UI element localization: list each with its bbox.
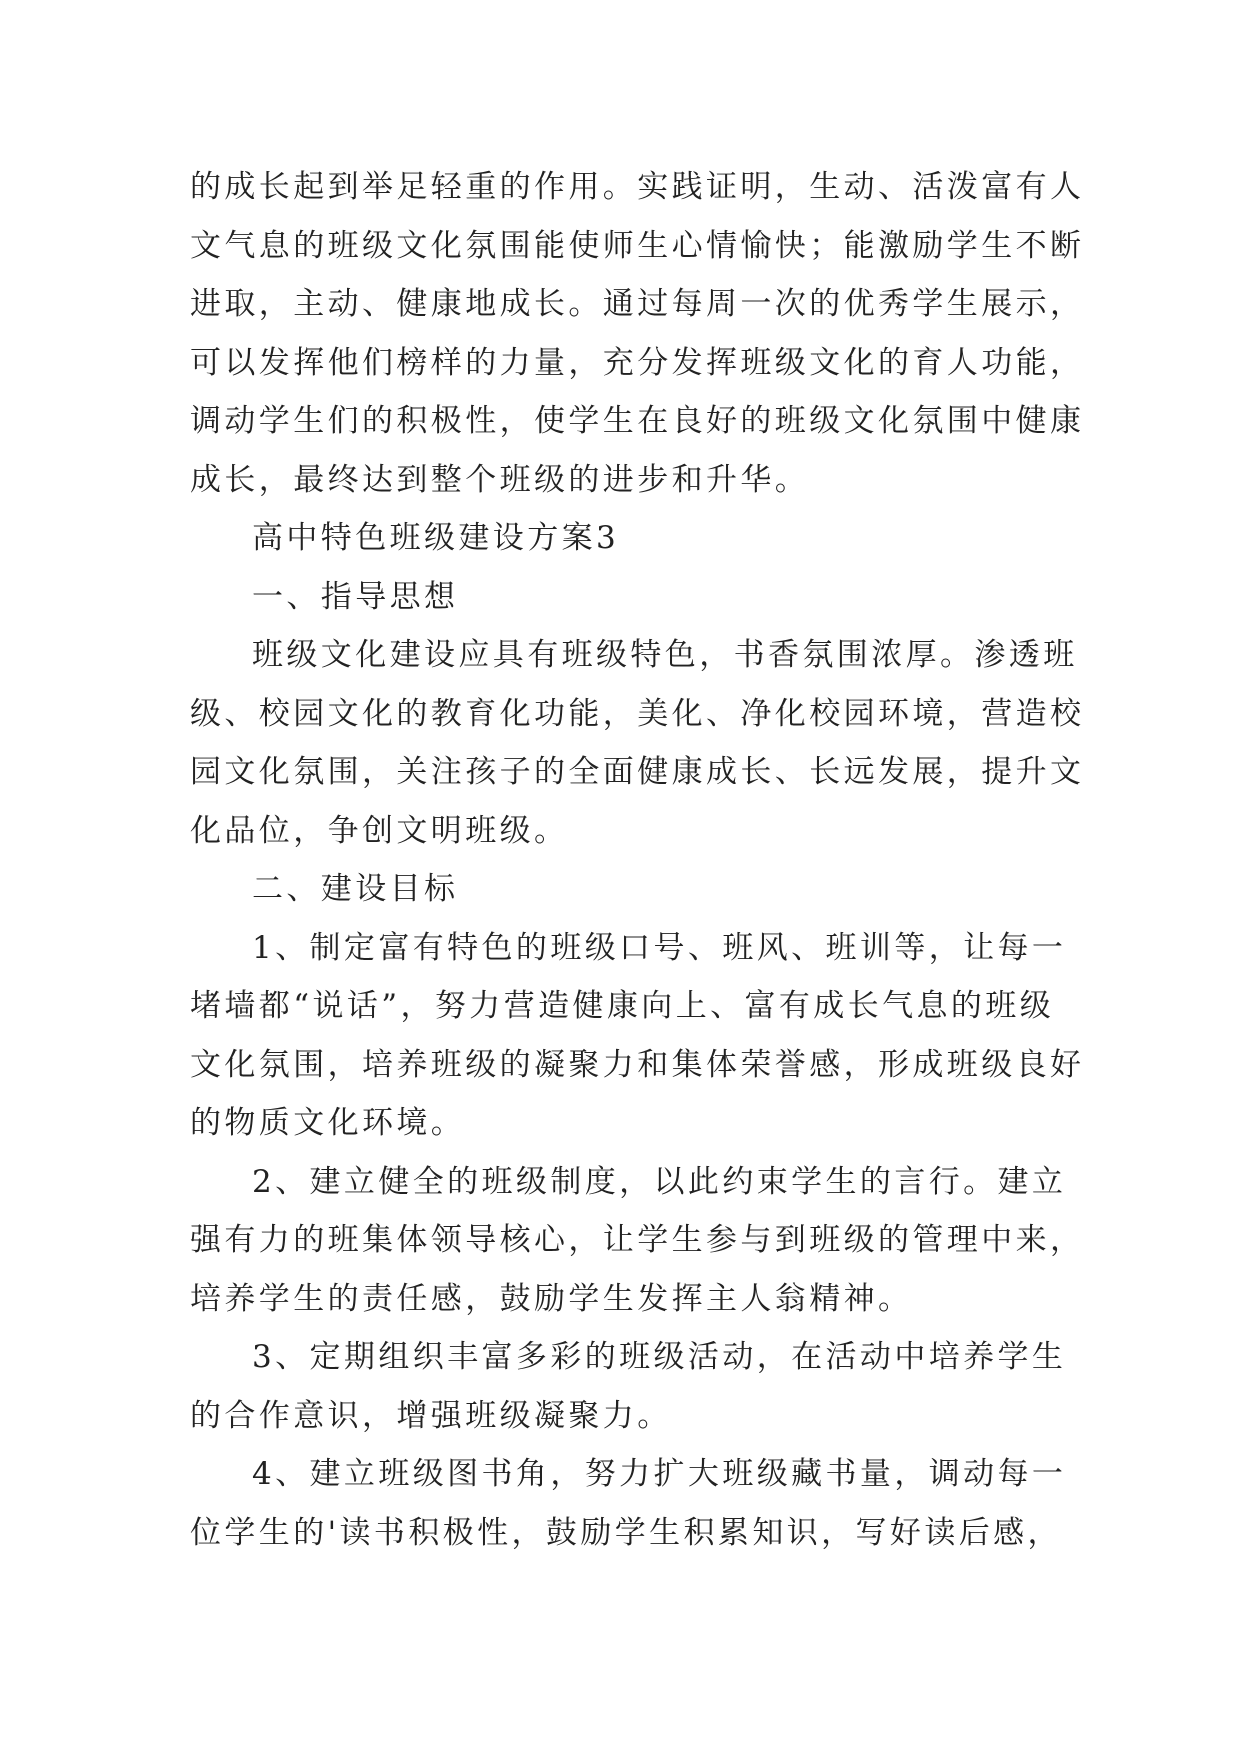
text-line: 的成长起到举足轻重的作用。实践证明，生动、活泼富有人 [190,169,1085,205]
paragraph [190,919,1085,1153]
text-line: 进取，主动、健康地成长。通过每周一次的优秀学生展示， [190,286,1085,322]
paragraph [190,1153,1085,1329]
paragraph [190,860,1070,919]
text-line: 4、建立班级图书角，努力扩大班级藏书量，调动每一 [252,1456,1067,1492]
paragraph [190,158,1085,509]
text-line: 文气息的班级文化氛围能使师生心情愉快；能激励学生不断 [190,227,1085,264]
paragraph [190,626,1085,860]
paragraph [190,568,1070,627]
text-line: 一、指导思想 [252,578,459,615]
text-line: 1、制定富有特色的班级口号、班风、班训等，让每一 [252,929,1067,966]
text-line: 二、建设目标 [252,871,459,907]
text-line: 调动学生们的积极性，使学生在良好的班级文化氛围中健康 [190,403,1085,439]
text-line: 位学生的'读书积极性，鼓励学生积累知识，写好读后感， [190,1514,1062,1551]
text-line: 可以发挥他们榜样的力量，充分发挥班级文化的育人功能， [190,344,1085,381]
text-line: 堵墙都“说话”，努力营造健康向上、富有成长气息的班级 [190,988,1055,1024]
text-line: 的合作意识，增强班级凝聚力。 [190,1397,672,1434]
text-line: 成长，最终达到整个班级的进步和升华。 [190,461,810,498]
paragraph [190,1445,1070,1562]
paragraph [190,1328,1070,1445]
text-line: 2、建立健全的班级制度，以此约束学生的言行。建立 [252,1163,1067,1200]
text-line: 的物质文化环境。 [190,1105,466,1141]
text-line: 培养学生的责任感，鼓励学生发挥主人翁精神。 [190,1280,913,1317]
text-line: 3、定期组织丰富多彩的班级活动，在活动中培养学生 [252,1339,1067,1375]
text-line: 高中特色班级建设方案3 [252,520,620,556]
document-body [190,158,1085,1562]
text-line: 班级文化建设应具有班级特色，书香氛围浓厚。渗透班 [252,637,1078,673]
text-line: 强有力的班集体领导核心，让学生参与到班级的管理中来， [190,1222,1085,1258]
paragraph [190,509,1070,568]
text-line: 级、校园文化的教育化功能，美化、净化校园环境，营造校 [190,695,1085,732]
text-line: 文化氛围，培养班级的凝聚力和集体荣誉感，形成班级良好 [190,1046,1085,1083]
text-line: 化品位，争创文明班级。 [190,812,569,849]
text-line: 园文化氛围，关注孩子的全面健康成长、长远发展，提升文 [190,754,1085,790]
